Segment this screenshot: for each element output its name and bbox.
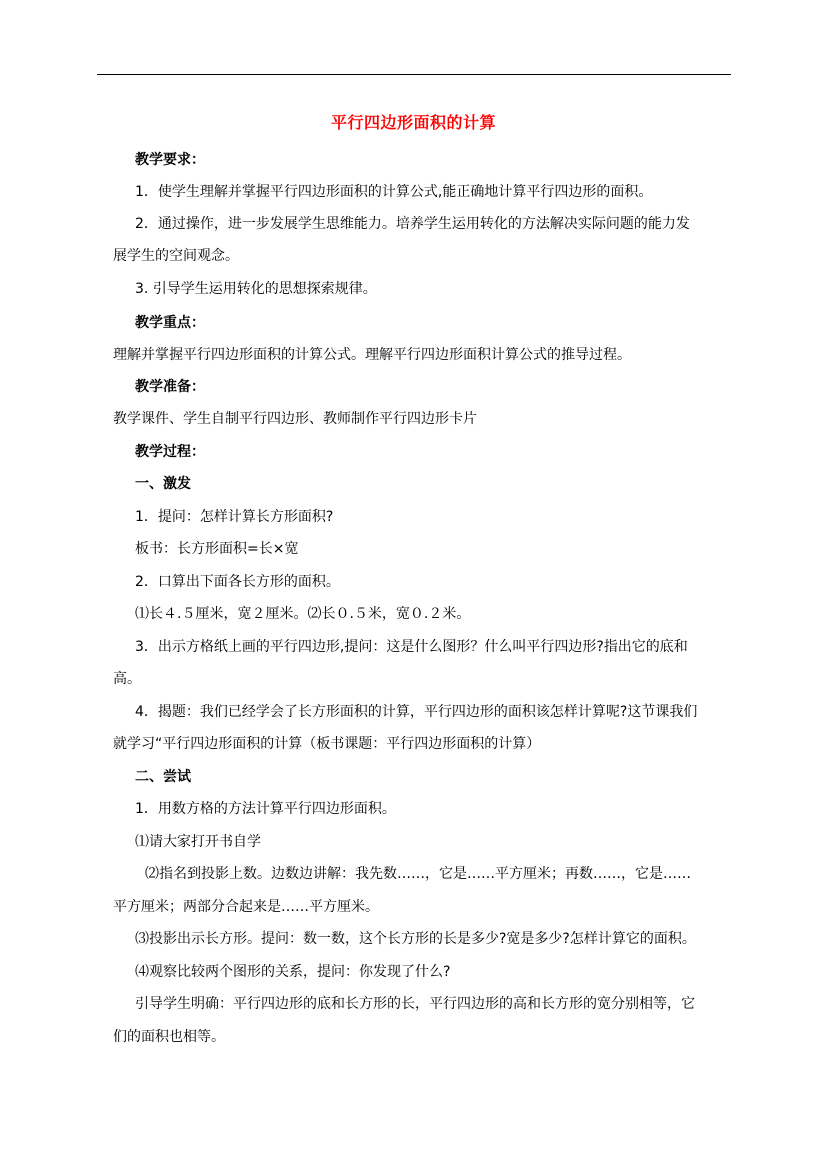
paragraph-line: ⑶投影出示长方形。提问：数一数，这个长方形的长是多少?宽是多少?怎样计算它的面积。 <box>135 931 696 947</box>
paragraph-line: 平方厘米；两部分合起来是……平方厘米。 <box>113 899 379 915</box>
paragraph-line: 理解并掌握平行四边形面积的计算公式。理解平行四边形面积计算公式的推导过程。 <box>113 347 631 363</box>
paragraph-line: 板书：长方形面积=长×宽 <box>135 541 299 557</box>
paragraph-line: 就学习“平行四边形面积的计算（板书课题：平行四边形面积的计算） <box>113 736 541 752</box>
paragraph-line: 1．用数方格的方法计算平行四边形面积。 <box>135 801 396 817</box>
section-heading-1: 一、激发 <box>135 476 191 492</box>
heading-requirements: 教学要求： <box>135 152 205 168</box>
paragraph-line: 4．揭题：我们已经学会了长方形面积的计算，平行四边形的面积该怎样计算呢?这节课我们 <box>135 704 698 720</box>
header-rule <box>97 74 731 75</box>
paragraph-line: 3. 引导学生运用转化的思想探索规律。 <box>135 281 377 297</box>
paragraph-line: 2．通过操作，进一步发展学生思维能力。培养学生运用转化的方法解决实际问题的能力发 <box>135 216 690 232</box>
paragraph-line: 展学生的空间观念。 <box>113 248 239 264</box>
paragraph-line: 1．提问：怎样计算长方形面积? <box>135 509 334 525</box>
section-heading-2: 二、尝试 <box>135 769 191 785</box>
paragraph-line: 引导学生明确：平行四边形的底和长方形的长，平行四边形的高和长方形的宽分别相等，它 <box>135 996 695 1012</box>
paragraph-line: ⑷观察比较两个图形的关系，提问：你发现了什么? <box>135 964 451 980</box>
paragraph-line: 3．出示方格纸上画的平行四边形,提问：这是什么图形？什么叫平行四边形?指出它的底和 <box>135 639 688 655</box>
paragraph-line: 们的面积也相等。 <box>113 1029 225 1045</box>
heading-process: 教学过程： <box>135 444 205 460</box>
heading-preparation: 教学准备： <box>135 379 205 395</box>
heading-key-points: 教学重点： <box>135 315 205 331</box>
paragraph-line: ⑴长４.５厘米，宽２厘米。⑵长０.５米，宽０.２米。 <box>135 606 471 622</box>
page-title: 平行四边形面积的计算 <box>330 113 496 132</box>
paragraph-line: ⑴请大家打开书自学 <box>135 834 261 850</box>
paragraph-line: 高。 <box>113 671 141 687</box>
paragraph-line: ⑵指名到投影上数。边数边讲解：我先数……，它是……平方厘米；再数……，它是…… <box>145 866 691 882</box>
paragraph-line: 2．口算出下面各长方形的面积。 <box>135 574 340 590</box>
paragraph-line: 教学课件、学生自制平行四边形、教师制作平行四边形卡片 <box>113 411 477 427</box>
paragraph-line: 1．使学生理解并掌握平行四边形面积的计算公式,能正确地计算平行四边形的面积。 <box>135 184 653 200</box>
